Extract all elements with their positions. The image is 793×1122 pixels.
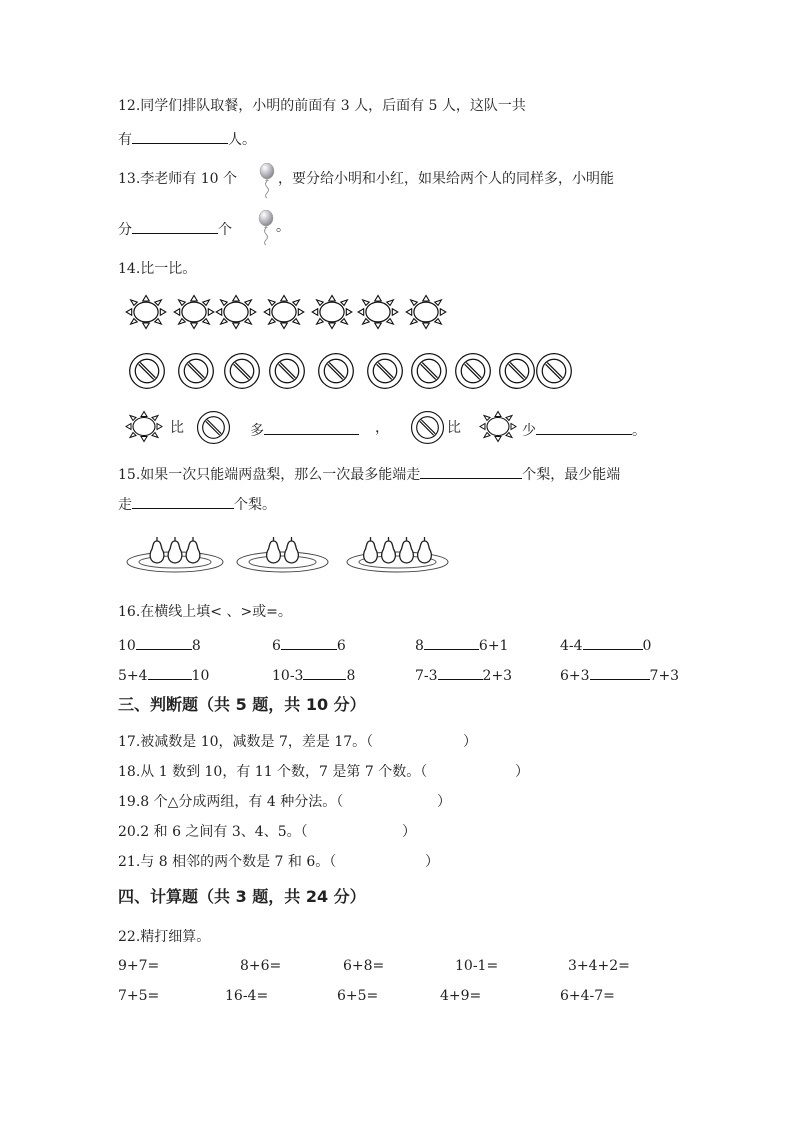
q14-less-label: 少	[522, 423, 536, 439]
pear-plate	[125, 524, 225, 576]
judge-question: 20.2 和 6 之间有 3、4、5。（	[118, 824, 308, 840]
compare-exercise	[118, 664, 209, 685]
q13-end: 。	[276, 219, 290, 235]
q13-prefix: 分	[118, 222, 132, 238]
compare-blank[interactable]	[590, 664, 650, 680]
no-sign-icon	[454, 352, 492, 390]
q15-line2	[118, 493, 276, 514]
q13-answer-line	[118, 218, 232, 239]
plate-rim	[237, 552, 328, 572]
sun-icon	[172, 294, 216, 330]
compare-exercise	[272, 664, 355, 685]
left-expression: 6+3	[560, 668, 590, 684]
compare-blank[interactable]	[136, 634, 192, 650]
compare-blank[interactable]	[148, 664, 192, 680]
compare-exercise	[272, 634, 346, 655]
left-expression: 6	[272, 638, 281, 654]
right-expression: 6+1	[478, 638, 509, 654]
q15-line1	[118, 463, 620, 484]
no-sign-icon	[177, 352, 215, 390]
answer-paren-close[interactable]: ）	[402, 824, 416, 840]
compare-exercise	[118, 634, 201, 655]
q13-unit: 个	[218, 222, 232, 238]
right-expression: 7+3	[649, 668, 680, 684]
sun-icon	[356, 294, 400, 330]
q14-less-line	[522, 419, 646, 440]
left-expression: 8	[415, 638, 424, 654]
q15-text-pre: 15.如果一次只能端两盘梨，那么一次最多能端走	[118, 467, 421, 483]
calc-expression: 10-1=	[455, 958, 499, 974]
pear-plate	[235, 524, 330, 576]
q15-text-post: 个梨，最少能端	[522, 467, 621, 483]
q13-text-pre: 13.李老师有 10 个	[118, 171, 237, 187]
calc-expression: 4+9=	[440, 988, 482, 1004]
no-sign-icon	[410, 352, 448, 390]
pear-icon	[186, 537, 200, 563]
left-expression: 5+4	[118, 668, 148, 684]
q12-text: 12.同学们排队取餐，小明的前面有 3 人，后面有 5 人，这队一共	[118, 98, 526, 114]
q12-blank[interactable]	[132, 128, 228, 144]
right-expression: 6	[336, 638, 346, 654]
q14-blank-less[interactable]	[536, 419, 632, 435]
compare-exercise	[415, 634, 508, 655]
q12-prefix: 有	[118, 132, 132, 148]
q13-blank[interactable]	[132, 218, 218, 234]
plate-rim	[347, 552, 448, 572]
answer-paren-close[interactable]: ）	[425, 854, 439, 870]
q14-end: 。	[632, 423, 646, 439]
answer-paren-close[interactable]: ）	[515, 764, 529, 780]
pear-icon	[400, 537, 414, 563]
calc-expression: 9+7=	[118, 958, 160, 974]
balloon-icon	[257, 210, 275, 246]
q13-text-post: ，要分给小明和小红，如果给两个人的同样多，小明能	[278, 171, 614, 187]
q15-blank-min[interactable]	[132, 493, 234, 509]
q14-more-label: 多	[250, 423, 264, 439]
right-expression: 0	[642, 638, 652, 654]
compare-exercise	[415, 664, 512, 685]
compare-exercise	[560, 634, 651, 655]
q12-suffix: 人。	[228, 132, 256, 148]
judge-question: 19.8 个△分成两组，有 4 种分法。（	[118, 794, 344, 810]
compare-blank[interactable]	[438, 664, 483, 680]
no-sign-icon	[268, 352, 306, 390]
q14-compare-word-1: 比	[170, 420, 184, 436]
q14-blank-more[interactable]	[264, 419, 359, 435]
answer-paren-close[interactable]: ）	[463, 734, 477, 750]
judge-question: 18.从 1 数到 10，有 11 个数，7 是第 7 个数。（	[118, 764, 428, 780]
sun-icon	[124, 294, 168, 330]
no-sign-icon	[223, 352, 261, 390]
q15-blank-max[interactable]	[420, 463, 522, 479]
calc-expression: 3+4+2=	[568, 958, 630, 974]
q15-suffix: 个梨。	[234, 497, 276, 513]
q14-title: 14.比一比。	[118, 261, 197, 277]
pear-icon	[418, 537, 432, 563]
pear-icon	[285, 537, 299, 563]
calc-expression: 6+8=	[343, 958, 385, 974]
answer-paren-close[interactable]: ）	[437, 794, 451, 810]
compare-blank[interactable]	[424, 634, 479, 650]
no-sign-icon	[128, 352, 166, 390]
no-sign-icon	[410, 410, 445, 445]
sun-icon	[310, 294, 354, 330]
sun-icon	[124, 410, 164, 443]
calc-expression: 6+5=	[337, 988, 379, 1004]
compare-blank[interactable]	[281, 634, 337, 650]
pear-icon	[364, 537, 378, 563]
pear-plate	[345, 524, 450, 576]
pear-icon	[382, 537, 396, 563]
left-expression: 7-3	[415, 668, 438, 684]
section-3-heading: 三、判断题（共 5 题，共 10 分）	[118, 695, 366, 714]
pear-icon	[168, 537, 182, 563]
no-sign-icon	[196, 410, 231, 445]
q14-comma: ，	[375, 420, 389, 436]
compare-exercise	[560, 664, 679, 685]
judge-question: 21.与 8 相邻的两个数是 7 和 6。（	[118, 854, 337, 870]
sun-icon	[262, 294, 306, 330]
q14-compare-word-2: 比	[447, 420, 461, 436]
compare-blank[interactable]	[303, 664, 346, 680]
sun-icon	[404, 294, 448, 330]
no-sign-icon	[535, 352, 573, 390]
q16-title: 16.在横线上填< 、>或=。	[118, 604, 292, 620]
judge-question: 17.被减数是 10，减数是 7，差是 17。（	[118, 734, 374, 750]
left-expression: 10	[118, 638, 136, 654]
sun-icon	[478, 410, 518, 443]
no-sign-icon	[498, 352, 536, 390]
q12-answer-line	[118, 128, 256, 149]
pear-icon	[150, 537, 164, 563]
calc-expression: 7+5=	[118, 988, 160, 1004]
calc-expression: 6+4-7=	[560, 988, 615, 1004]
q15-prefix: 走	[118, 497, 132, 513]
pear-icon	[267, 537, 281, 563]
q14-more-line	[250, 419, 359, 440]
no-sign-icon	[366, 352, 404, 390]
plate-inner	[249, 556, 316, 568]
q22-title: 22.精打细算。	[118, 929, 211, 945]
left-expression: 4-4	[560, 638, 583, 654]
balloon-icon	[258, 163, 276, 199]
calc-expression: 8+6=	[240, 958, 282, 974]
sun-icon	[214, 294, 258, 330]
right-expression: 10	[191, 668, 210, 684]
compare-blank[interactable]	[583, 634, 643, 650]
right-expression: 8	[346, 668, 356, 684]
section-4-heading: 四、计算题（共 3 题，共 24 分）	[118, 887, 366, 906]
right-expression: 2+3	[482, 668, 513, 684]
calc-expression: 16-4=	[225, 988, 269, 1004]
left-expression: 10-3	[272, 668, 304, 684]
right-expression: 8	[191, 638, 201, 654]
no-sign-icon	[317, 352, 355, 390]
